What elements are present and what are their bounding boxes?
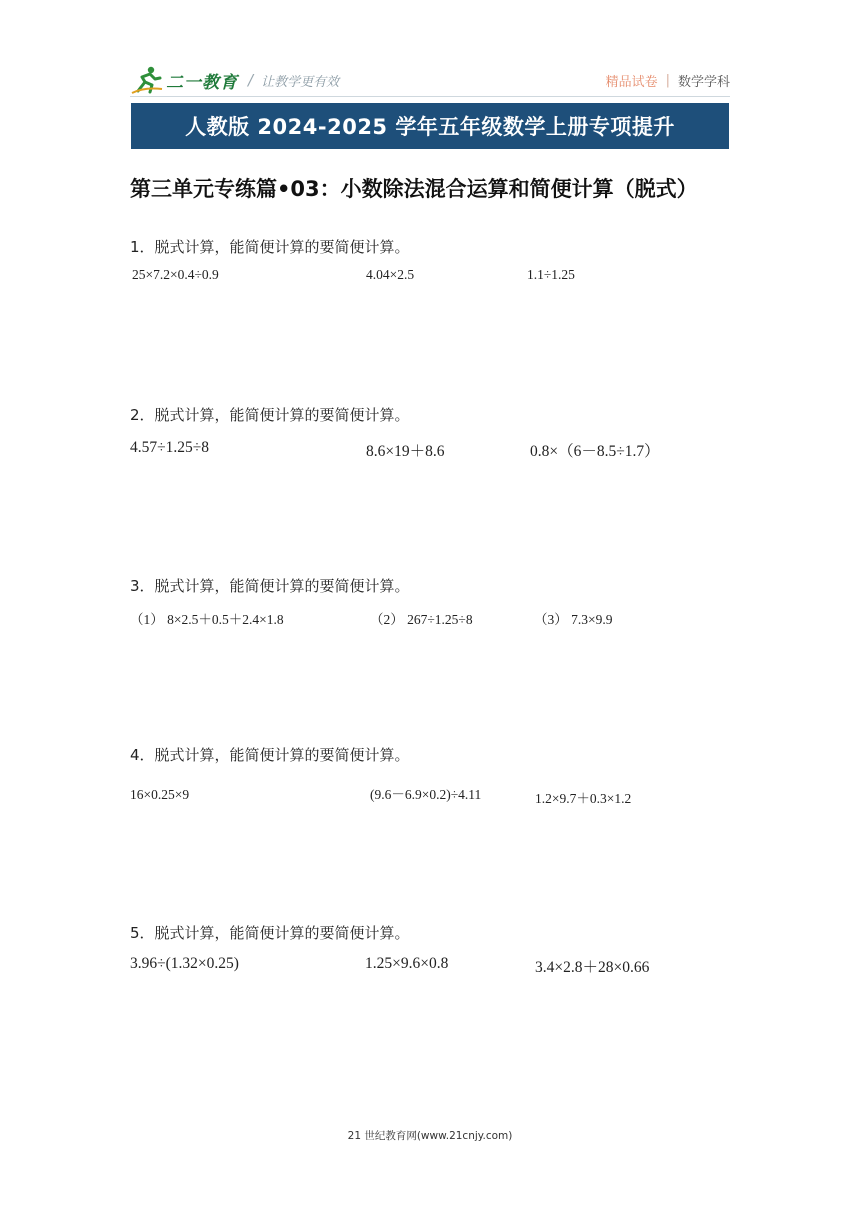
question-5 (130, 922, 730, 981)
question-3 (130, 575, 730, 634)
expression-row (130, 783, 730, 809)
tag-premium: 精品试卷 (605, 74, 658, 90)
expression: 4.04×2.5 (366, 267, 415, 282)
question-2 (130, 404, 730, 465)
expression: 16×0.25×9 (130, 787, 190, 802)
expression: （2） 267÷1.25÷8 (370, 612, 473, 627)
header-rule (130, 96, 730, 97)
title-banner: 人教版 2024-2025 学年五年级数学上册专项提升 (131, 103, 729, 149)
expression: （1） 8×2.5＋0.5＋2.4×1.8 (130, 612, 284, 627)
page-header (130, 64, 730, 96)
question-prompt: 3．脱式计算，能简便计算的要简便计算。 (130, 577, 410, 595)
question-prompt: 5．脱式计算，能简便计算的要简便计算。 (130, 924, 410, 942)
expression: （3） 7.3×9.9 (534, 612, 613, 627)
header-tags (606, 64, 730, 96)
logo (130, 64, 339, 96)
expression: 0.8×（6－8.5÷1.7） (530, 443, 660, 460)
question-4 (130, 744, 730, 809)
tag-subject: 数学学科 (677, 74, 730, 90)
expression-row (130, 955, 730, 981)
question-prompt: 4．脱式计算，能简便计算的要简便计算。 (130, 746, 410, 764)
expression: 4.57÷1.25÷8 (130, 439, 210, 456)
expression: 3.4×2.8＋28×0.66 (535, 959, 650, 976)
question-prompt: 2．脱式计算，能简便计算的要简便计算。 (130, 406, 410, 424)
expression-row (130, 439, 730, 465)
question-prompt: 1．脱式计算，能简便计算的要简便计算。 (130, 238, 410, 256)
expression: 1.1÷1.25 (527, 267, 575, 282)
page-title: 第三单元专练篇•03：小数除法混合运算和简便计算（脱式） (130, 177, 698, 201)
question-1 (130, 236, 730, 293)
expression: 8.6×19＋8.6 (366, 443, 445, 460)
brand-slogan: 让教学更有效 (261, 74, 340, 90)
expression-row (130, 608, 730, 634)
tag-separator: | (665, 72, 670, 88)
page-footer: 21 世纪教育网(www.21cnjy.com) (347, 1130, 513, 1142)
expression-row (130, 267, 730, 293)
header-divider: / (248, 71, 254, 89)
expression: 1.25×9.6×0.8 (365, 955, 449, 972)
runner-logo-icon (130, 65, 164, 95)
brand-name: 二一教育 (166, 72, 238, 93)
expression: 1.2×9.7＋0.3×1.2 (535, 791, 632, 806)
expression: (9.6－6.9×0.2)÷4.11 (370, 787, 482, 802)
expression: 3.96÷(1.32×0.25) (130, 955, 239, 972)
expression: 25×7.2×0.4÷0.9 (132, 267, 219, 282)
